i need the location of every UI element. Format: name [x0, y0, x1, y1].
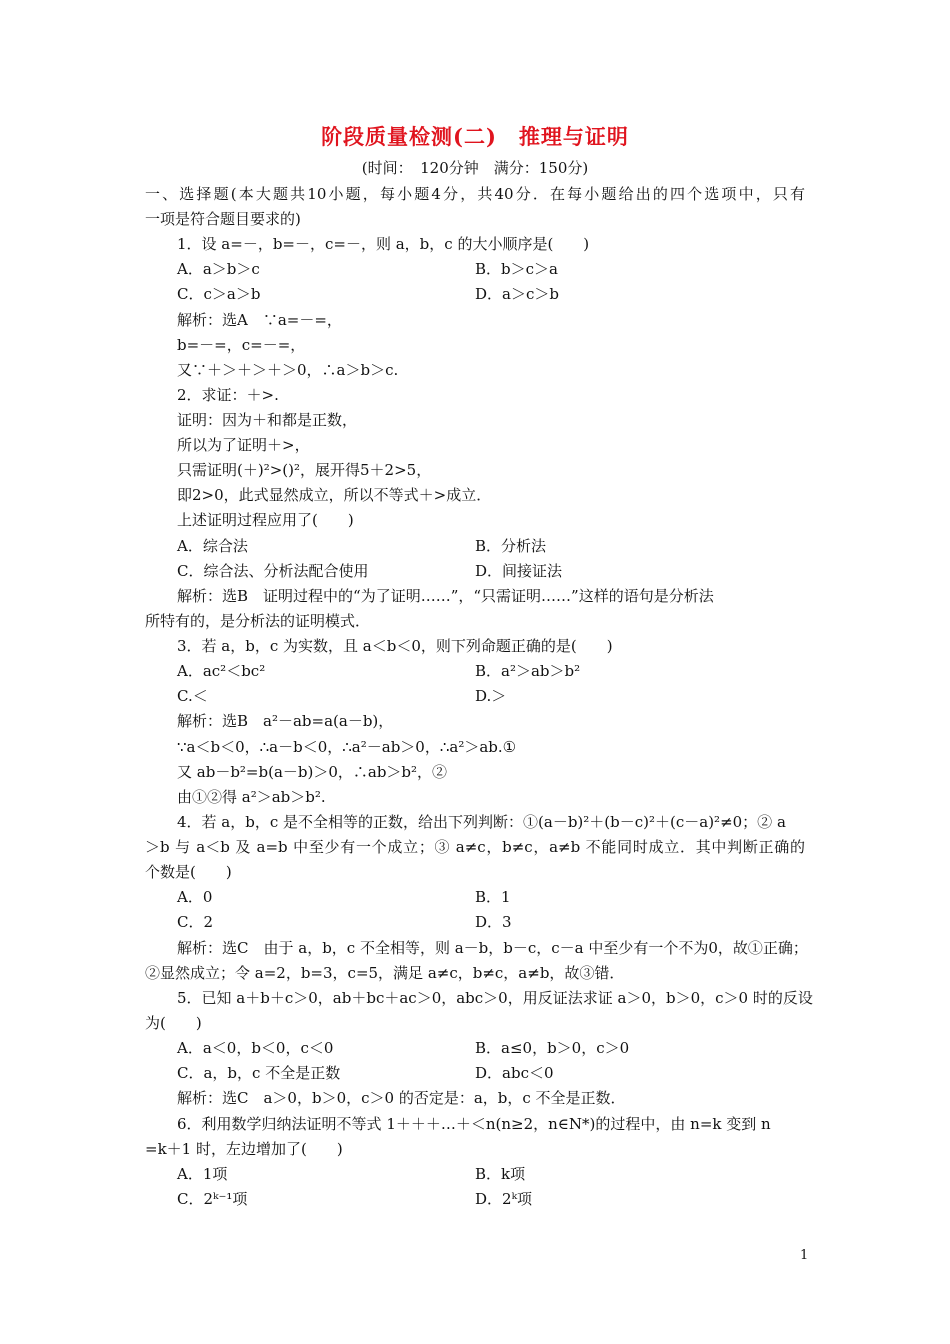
q6-option-a: A．1项 — [177, 1165, 228, 1183]
q2-option-b: B．分析法 — [475, 537, 547, 555]
q3-solution-line: ∵a＜b＜0，∴a－b＜0，∴a²－ab＞0，∴a²＞ab.① — [177, 738, 517, 756]
q4-solution: 解析：选C 由于 a，b，c 不全相等，则 a－b，b－c，c－a 中至少有一个不为0，故①正确； — [177, 939, 808, 957]
q4-solution-cont: ②显然成立；令 a=2，b=3，c=5，满足 a≠c，b≠c，a≠b，故③错． — [145, 964, 625, 982]
q2-prompt: 上述证明过程应用了( ) — [177, 511, 354, 529]
q3-option-c: C.＜ — [177, 687, 208, 705]
question-6-cont: =k＋1 时，左边增加了( ) — [145, 1140, 343, 1158]
q5-option-d: D．abc＜0 — [475, 1064, 554, 1082]
q1-solution: 解析：选A ∵a=－=， — [177, 311, 342, 329]
q3-solution-line: 又 ab－b²=b(a－b)＞0，∴ab＞b²，② — [177, 763, 448, 781]
q5-solution: 解析：选C a＞0，b＞0，c＞0 的否定是：a，b，c 不全是正数． — [177, 1089, 626, 1107]
q3-solution: 解析：选B a²－ab=a(a－b)， — [177, 712, 394, 730]
question-4-cont: 个数是( ) — [145, 863, 232, 881]
q1-option-a: A．a＞b＞c — [177, 260, 260, 278]
q4-option-c: C．2 — [177, 913, 214, 931]
q1-option-d: D．a＞c＞b — [475, 285, 559, 303]
question-4: 4．若 a，b，c 是不全相等的正数，给出下列判断：①(a－b)²＋(b－c)²＋(c－a)²≠0；② a — [177, 813, 786, 831]
q3-solution-line: 由①②得 a²＞ab＞b². — [177, 788, 326, 806]
question-1: 1．设 a=－，b=－，c=－，则 a，b，c 的大小顺序是( ) — [177, 235, 590, 253]
q6-option-d: D．2ᵏ项 — [475, 1190, 533, 1208]
q3-option-b: B．a²＞ab＞b² — [475, 662, 581, 680]
q4-option-d: D．3 — [475, 913, 512, 931]
section-heading-cont: 一项是符合题目要求的) — [145, 210, 301, 228]
q4-option-b: B．1 — [475, 888, 511, 906]
section-heading: 一、选择题(本大题共10小题，每小题4分，共40分．在每小题给出的四个选项中，只有 — [145, 185, 805, 203]
q2-option-d: D．间接证法 — [475, 562, 563, 580]
q5-option-a: A．a＜0，b＜0，c＜0 — [177, 1039, 334, 1057]
question-4-cont: ＞b 与 a＜b 及 a=b 中至少有一个成立；③ a≠c，b≠c，a≠b 不能同时成立．其中判断正确的 — [145, 838, 805, 856]
q1-solution-line: 又∵＋＞＋＞＋＞0，∴a＞b＞c. — [177, 361, 399, 379]
q2-option-c: C．综合法、分析法配合使用 — [177, 562, 369, 580]
q4-option-a: A．0 — [177, 888, 213, 906]
question-5: 5．已知 a＋b＋c＞0，ab＋bc＋ac＞0，abc＞0，用反证法求证 a＞0，b＞0，c＞0 时的反设 — [177, 989, 813, 1007]
exam-time-info: (时间： 120分钟 满分：150分) — [361, 159, 589, 177]
question-5-cont: 为( ) — [145, 1014, 202, 1032]
q3-option-a: A．ac²＜bc² — [177, 662, 266, 680]
q2-proof-line: 只需证明(＋)²>()²，展开得5＋2>5， — [177, 461, 432, 479]
q6-option-c: C．2ᵏ⁻¹项 — [177, 1190, 248, 1208]
page-title: 阶段质量检测(二) 推理与证明 — [321, 124, 629, 149]
question-6: 6．利用数学归纳法证明不等式 1＋＋＋…＋＜n(n≥2，n∈N*)的过程中，由 n=k 变到 n — [177, 1115, 771, 1133]
q2-solution-cont: 所特有的，是分析法的证明模式． — [145, 612, 371, 630]
q2-proof-line: 所以为了证明＋>， — [177, 436, 310, 454]
question-2: 2．求证：＋>. — [177, 386, 279, 404]
q1-option-c: C．c＞a＞b — [177, 285, 261, 303]
q2-proof-line: 即2>0，此式显然成立，所以不等式＋>成立． — [177, 486, 492, 504]
q3-option-d: D.＞ — [475, 687, 507, 705]
page-number: 1 — [800, 1248, 809, 1263]
question-3: 3．若 a，b，c 为实数，且 a＜b＜0，则下列命题正确的是( ) — [177, 637, 613, 655]
q5-option-c: C．a，b，c 不全是正数 — [177, 1064, 341, 1082]
q1-solution-line: b=－=，c=－=， — [177, 336, 306, 354]
q6-option-b: B．k项 — [475, 1165, 526, 1183]
q2-option-a: A．综合法 — [177, 537, 248, 555]
q5-option-b: B．a≤0，b＞0，c＞0 — [475, 1039, 630, 1057]
q1-option-b: B．b＞c＞a — [475, 260, 558, 278]
q2-proof-line: 证明：因为＋和都是正数， — [177, 411, 358, 429]
q2-solution: 解析：选B 证明过程中的“为了证明……”，“只需证明……”这样的语句是分析法 — [177, 587, 714, 605]
